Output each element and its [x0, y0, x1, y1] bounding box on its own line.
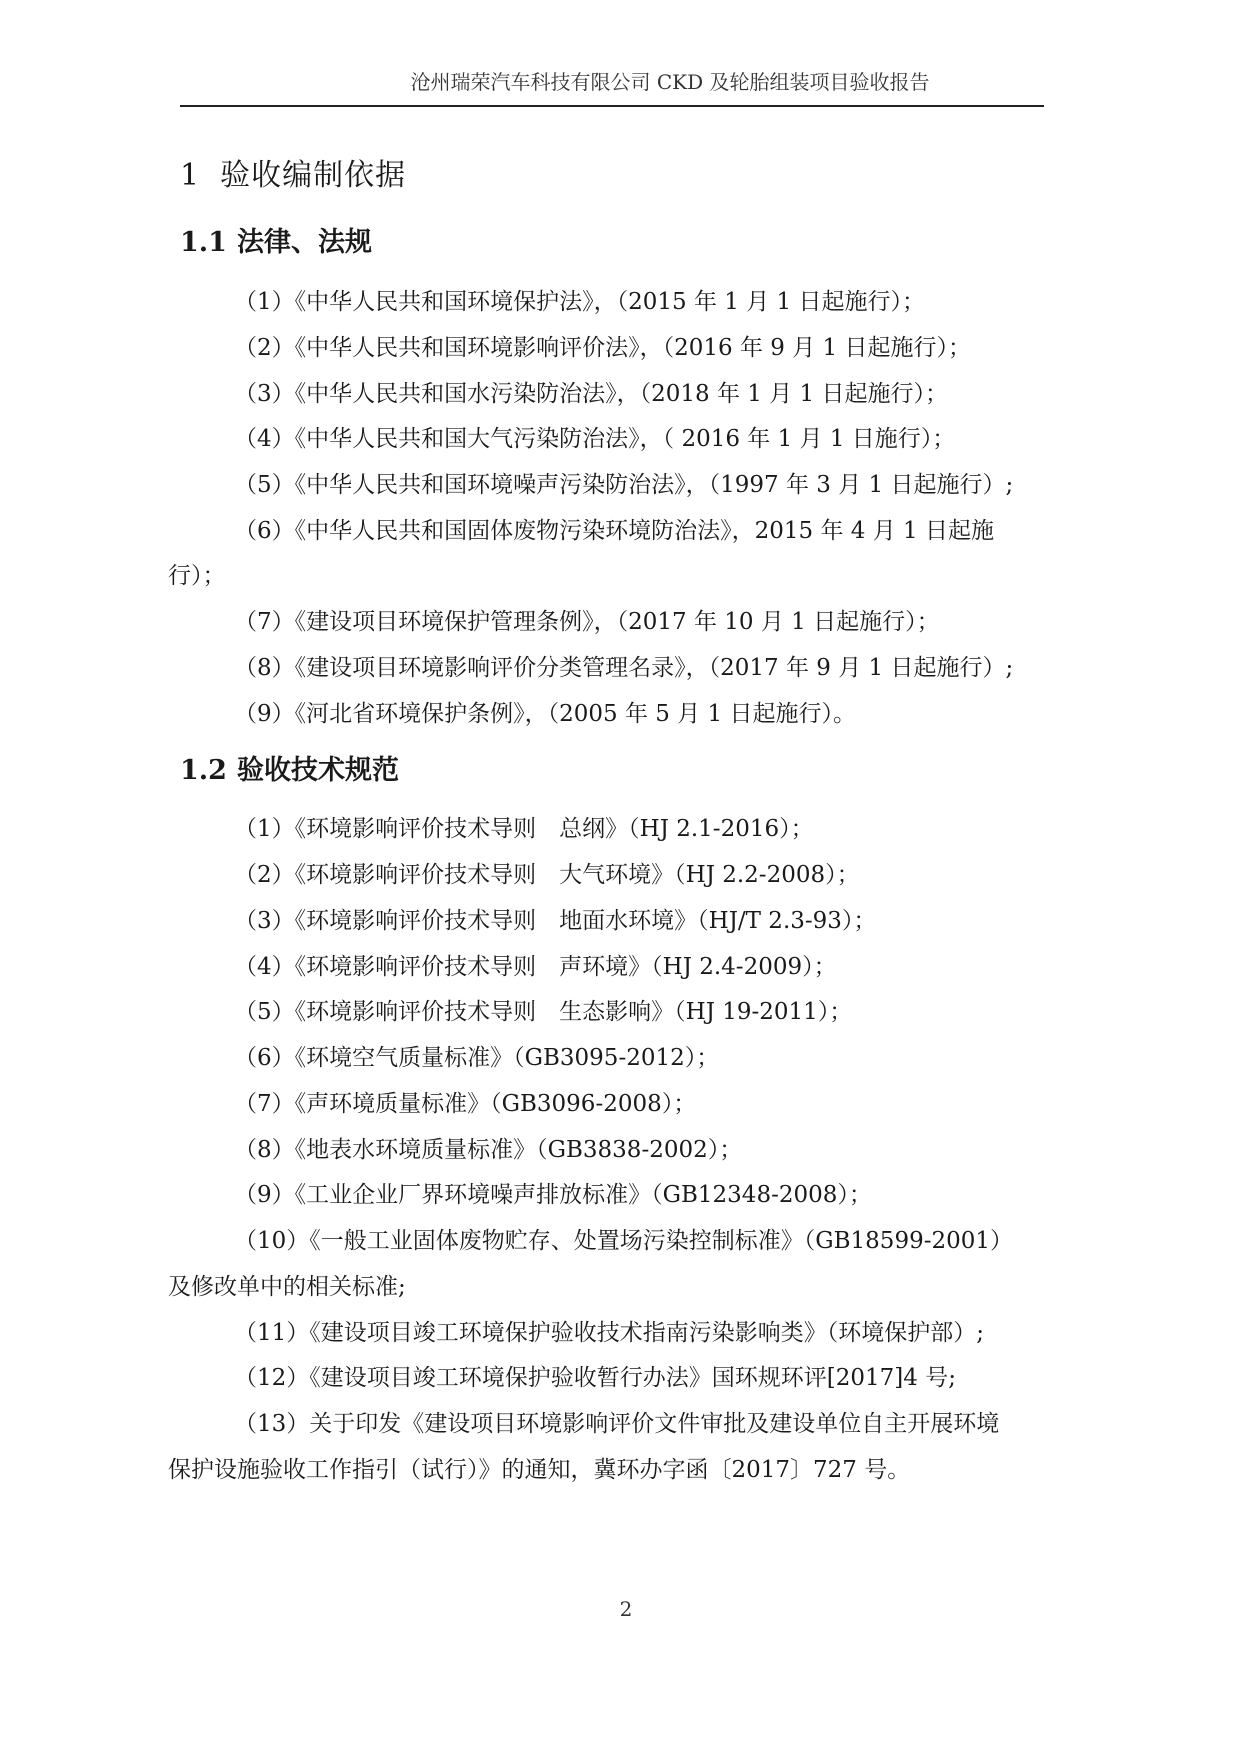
document-header-title: 沧州瑞荣汽车科技有限公司 CKD 及轮胎组装项目验收报告 — [410, 70, 930, 94]
spec-item-3: （3）《环境影响评价技术导则 地面水环境》（HJ/T 2.3-93）； — [234, 908, 877, 934]
section-1-title: 验收编制依据 — [220, 158, 407, 193]
law-item-8: （8）《建设项目环境影响评价分类管理名录》，（2017 年 9 月 1 日起施行）; — [234, 655, 1014, 681]
section-1-heading — [180, 150, 406, 194]
law-item-7: （7）《建设项目环境保护管理条例》，（2017 年 10 月 1 日起施行）； — [234, 609, 940, 635]
spec-item-9: （9）《工业企业厂界环境噪声排放标准》（GB12348-2008）； — [234, 1182, 872, 1208]
law-item-6-continuation: 行）； — [168, 563, 226, 589]
law-item-9: （9）《河北省环境保护条例》，（2005 年 5 月 1 日起施行）。 — [234, 701, 856, 727]
law-item-1: （1）《中华人民共和国环境保护法》，（2015 年 1 月 1 日起施行）； — [234, 289, 925, 315]
section-1-number: 1 — [180, 158, 201, 193]
law-item-4: （4）《中华人民共和国大气污染防治法》，（ 2016 年 1 月 1 日施行）； — [234, 426, 956, 452]
spec-item-7: （7）《声环境质量标准》（GB3096-2008）； — [234, 1091, 697, 1117]
law-item-6: （6）《中华人民共和国固体废物污染环境防治法》，2015 年 4 月 1 日起施 — [234, 518, 994, 544]
law-item-3: （3）《中华人民共和国水污染防治法》，（2018 年 1 月 1 日起施行）； — [234, 381, 948, 407]
section-1-2-heading — [180, 748, 399, 787]
spec-item-10: （10）《一般工业固体废物贮存、处置场污染控制标准》（GB18599-2001） — [234, 1228, 1014, 1254]
spec-item-6: （6）《环境空气质量标准》（GB3095-2012）； — [234, 1045, 720, 1071]
spec-item-5: （5）《环境影响评价技术导则 生态影响》（HJ 19-2011）； — [234, 999, 853, 1025]
section-1-2-number: 1.2 — [180, 755, 227, 786]
section-1-2-title: 验收技术规范 — [236, 755, 399, 786]
section-1-1-heading — [180, 220, 372, 259]
spec-item-8: （8）《地表水环境质量标准》（GB3838-2002）； — [234, 1137, 743, 1163]
section-1-1-number: 1.1 — [180, 227, 227, 258]
law-item-2: （2）《中华人民共和国环境影响评价法》，（2016 年 9 月 1 日起施行）； — [234, 335, 971, 361]
spec-item-1: （1）《环境影响评价技术导则 总纲》（HJ 2.1-2016）； — [234, 816, 814, 842]
spec-item-4: （4）《环境影响评价技术导则 声环境》（HJ 2.4-2009）； — [234, 954, 837, 980]
spec-item-12: （12）《建设项目竣工环境保护验收暂行办法》国环规环评[2017]4 号; — [234, 1365, 956, 1391]
spec-item-11: （11）《建设项目竣工环境保护验收技术指南污染影响类》（环境保护部）; — [234, 1320, 985, 1346]
header-divider — [180, 105, 1044, 107]
spec-item-2: （2）《环境影响评价技术导则 大气环境》（HJ 2.2-2008）； — [234, 862, 860, 888]
law-item-5: （5）《中华人民共和国环境噪声污染防治法》，（1997 年 3 月 1 日起施行）; — [234, 472, 1014, 498]
spec-item-13: （13）关于印发《建设项目环境影响评价文件审批及建设单位自主开展环境 — [234, 1411, 1000, 1437]
spec-item-10-continuation: 及修改单中的相关标准; — [168, 1274, 406, 1300]
page-number: 2 — [619, 1597, 633, 1621]
section-1-1-title: 法律、法规 — [236, 227, 372, 258]
spec-item-13-continuation: 保护设施验收工作指引（试行）》的通知，冀环办字函〔2017〕727 号。 — [168, 1457, 911, 1483]
